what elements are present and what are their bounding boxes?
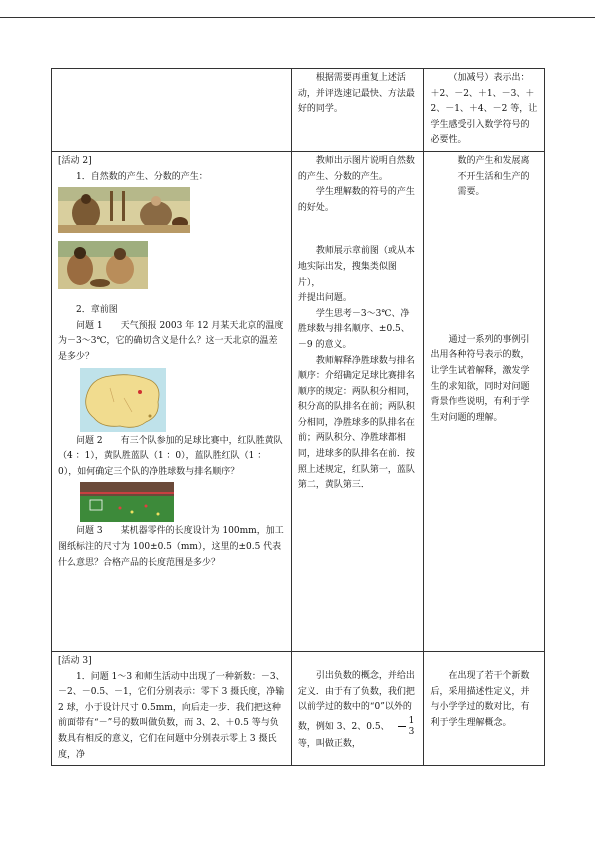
row1-col2 [291, 69, 424, 152]
row3-col2-p1: 引出负数的概念，并给出定义．由于有了负数，我们把以前学过的数中的“0”以外的数，例如 3、2、0.5、 [297, 670, 415, 732]
row2-col2-p5: 学生思考－3～3℃、净胜球数与排名顺序、±0.5、－9 的意义。 [297, 308, 410, 350]
row2-col3 [424, 151, 545, 651]
football-match-image [80, 482, 174, 522]
row2-col2 [291, 151, 424, 651]
row3-col3 [424, 651, 545, 765]
row3-col1 [52, 651, 292, 765]
table-row-continued [52, 69, 545, 152]
table-row-activity-3 [52, 651, 545, 765]
row1-col2-text: 根据需要再重复上述活动，并评选速记最快、方法最好的同学。 [297, 73, 415, 115]
primitive-people-image-1 [58, 187, 190, 233]
row2-col2-p3: 教师展示章前图（或从本地实际出发，搜集类似图片）， [297, 246, 415, 288]
question-3: 问题 3 某机器零件的长度设计为 100mm，加工图纸标注的尺寸为 100±0.5（mm），这里的±0.5 代表什么意思？合格产品的长度范围是多少？ [58, 526, 284, 568]
activity-2-sub1: 1．自然数的产生、分数的产生： [76, 171, 208, 182]
row3-col2-p1-tail: 等，叫做正数， [297, 738, 361, 749]
row2-col2-p1: 教师出示图片说明自然数的产生、分数的产生。 [297, 155, 415, 182]
row3-col2 [291, 651, 424, 765]
row2-col1 [52, 151, 292, 651]
activity-2-sub2: 2．章前图 [76, 305, 118, 316]
table-row-activity-2 [52, 151, 545, 651]
fraction-numerator: 1 [408, 715, 415, 726]
row1-col3-text: （加减号）表示出：＋2、－2、＋1、－3、＋2、－1、＋4、－2 等，让学生感受引入数学符号的必要性。 [430, 73, 538, 146]
row2-col3-p2: 通过一系列的事例引出用各种符号表示的数，让学生试着解释，激发学生的求知欲，同时对问题背景作些说明，有利于学生对问题的理解。 [430, 334, 530, 423]
row2-col2-p6: 教师解释净胜球数与排名顺序：介绍确定足球比赛排名顺序的规定：两队积分相同，积分高的队排名在前；两队积分相同，净胜球多的队排名在前；两队积分、净胜球都相同，进球多的队排名在前．按照上述规定，红队第一，蓝队第二，黄队第三． [297, 355, 415, 491]
row2-col2-p2: 学生理解数的符号的产生的好处。 [297, 187, 415, 213]
row1-col3 [424, 69, 545, 152]
page-header-rule [0, 17, 595, 18]
row1-col1 [52, 69, 292, 152]
lesson-plan-table [51, 68, 545, 766]
question-1: 问题 1 天气预报 2003 年 12 月某天北京的温度为－3～3℃，它的确切含义是什么？这一天北京的温差是多少？ [58, 320, 284, 362]
primitive-people-image-2 [58, 241, 148, 289]
activity-2-heading: [活动 2] [58, 155, 92, 166]
fraction-one-third [391, 716, 415, 737]
row2-col3-p1: 数的产生和发展离不开生活和生产的需要。 [457, 155, 530, 198]
china-map-image [80, 368, 166, 432]
question-2: 问题 2 有三个队参加的足球比赛中，红队胜黄队（4 ：1），黄队胜蓝队（1 ：0），蓝队胜红队（1 ：0），如何确定三个队的净胜球数与排名顺序？ [58, 435, 283, 477]
row3-col1-p1: 1．问题 1～3 和师生活动中出现了一种新数：－3、－2、－0.5、－1，它们分别表示：零下 3 摄氏度，净输 2 球，小于设计尺寸 0.5mm，向后走一步．我们把这种前面带有“－”号的数叫做负数，而 3、2、＋0.5 等与负数具有相反的意义，它们在问题中分别表示零上 3 摄氏度，净 [58, 671, 285, 760]
activity-3-heading: [活动 3] [58, 655, 92, 666]
fraction-denominator: 3 [408, 726, 415, 737]
row3-col3-p1: 在出现了若干个新数后，采用描述性定义，并与小学学过的数对比，有利于学生理解概念。 [430, 670, 530, 728]
row2-col2-p4: 并提出问题。 [297, 293, 352, 304]
